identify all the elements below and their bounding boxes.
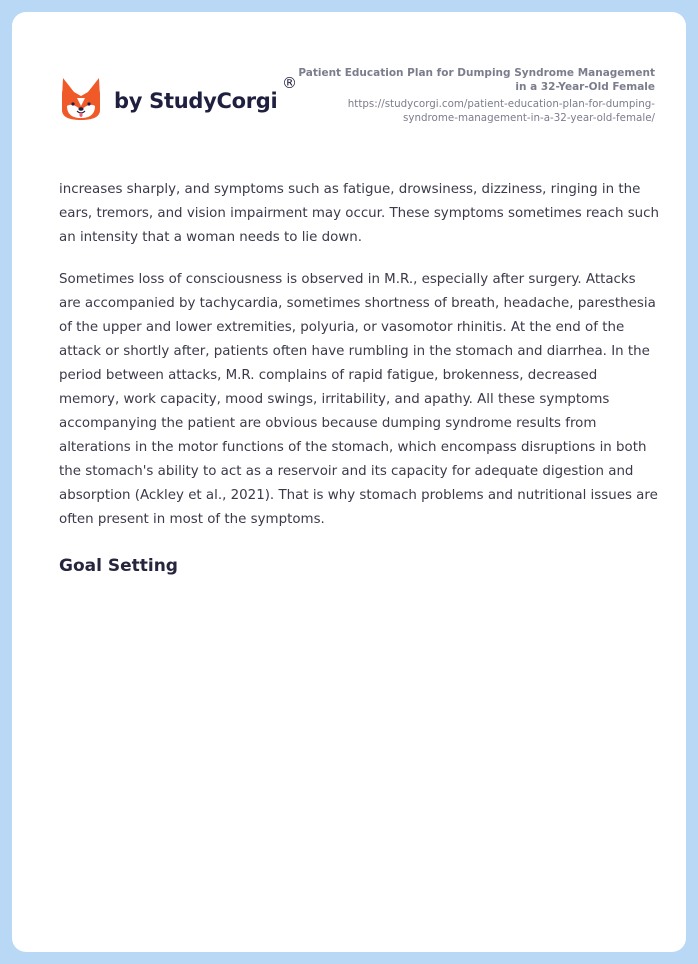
document-title: Patient Education Plan for Dumping Syndrome Management in a 32-Year-Old Female — [298, 67, 655, 93]
page-header — [12, 12, 686, 152]
paragraph: increases sharply, and symptoms such as fatigue, drowsiness, dizziness, ringing in the ears, tremors, and vision impairment may occur. These symptoms sometimes reach such an intensity that a woman needs to lie down. — [59, 182, 660, 245]
brand-name: by StudyCorgi — [114, 89, 278, 113]
paragraph: Sometimes loss of consciousness is observed in M.R., especially after surgery. Attacks are accompanied by tachycardia, sometimes shortness of breath, headache, paresthesia of the upper and lower extremities, polyuria, or vasomotor rhinitis. At the end of the attack or shortly after, patients often have rumbling in the stomach and diarrhea. In the period between attacks, M.R. complains of rapid fatigue, brokenness, decreased memory, work capacity, mood swings, irritability, and apathy. All these symptoms accompanying the patient are obvious because dumping syndrome results from alterations in the motor functions of the stomach, which encompass disruptions in both the stomach's ability to act as a reservoir and its capacity for adequate digestion and absorption (Ackley et al., 2021). That is why stomach problems and nutritional issues are often present in most of the symptoms. — [59, 272, 658, 527]
document-card — [12, 12, 686, 952]
studycorgi-logo[interactable] — [60, 74, 297, 122]
document-meta — [295, 66, 655, 125]
corgi-logo-icon — [60, 76, 102, 122]
document-url[interactable]: https://studycorgi.com/patient-education-plan-for-dumping-syndrome-management-in-a-32-year-old-female/ — [347, 98, 655, 124]
registered-mark: ® — [282, 74, 297, 92]
article-content — [59, 178, 659, 578]
section-heading: Goal Setting — [59, 556, 178, 576]
